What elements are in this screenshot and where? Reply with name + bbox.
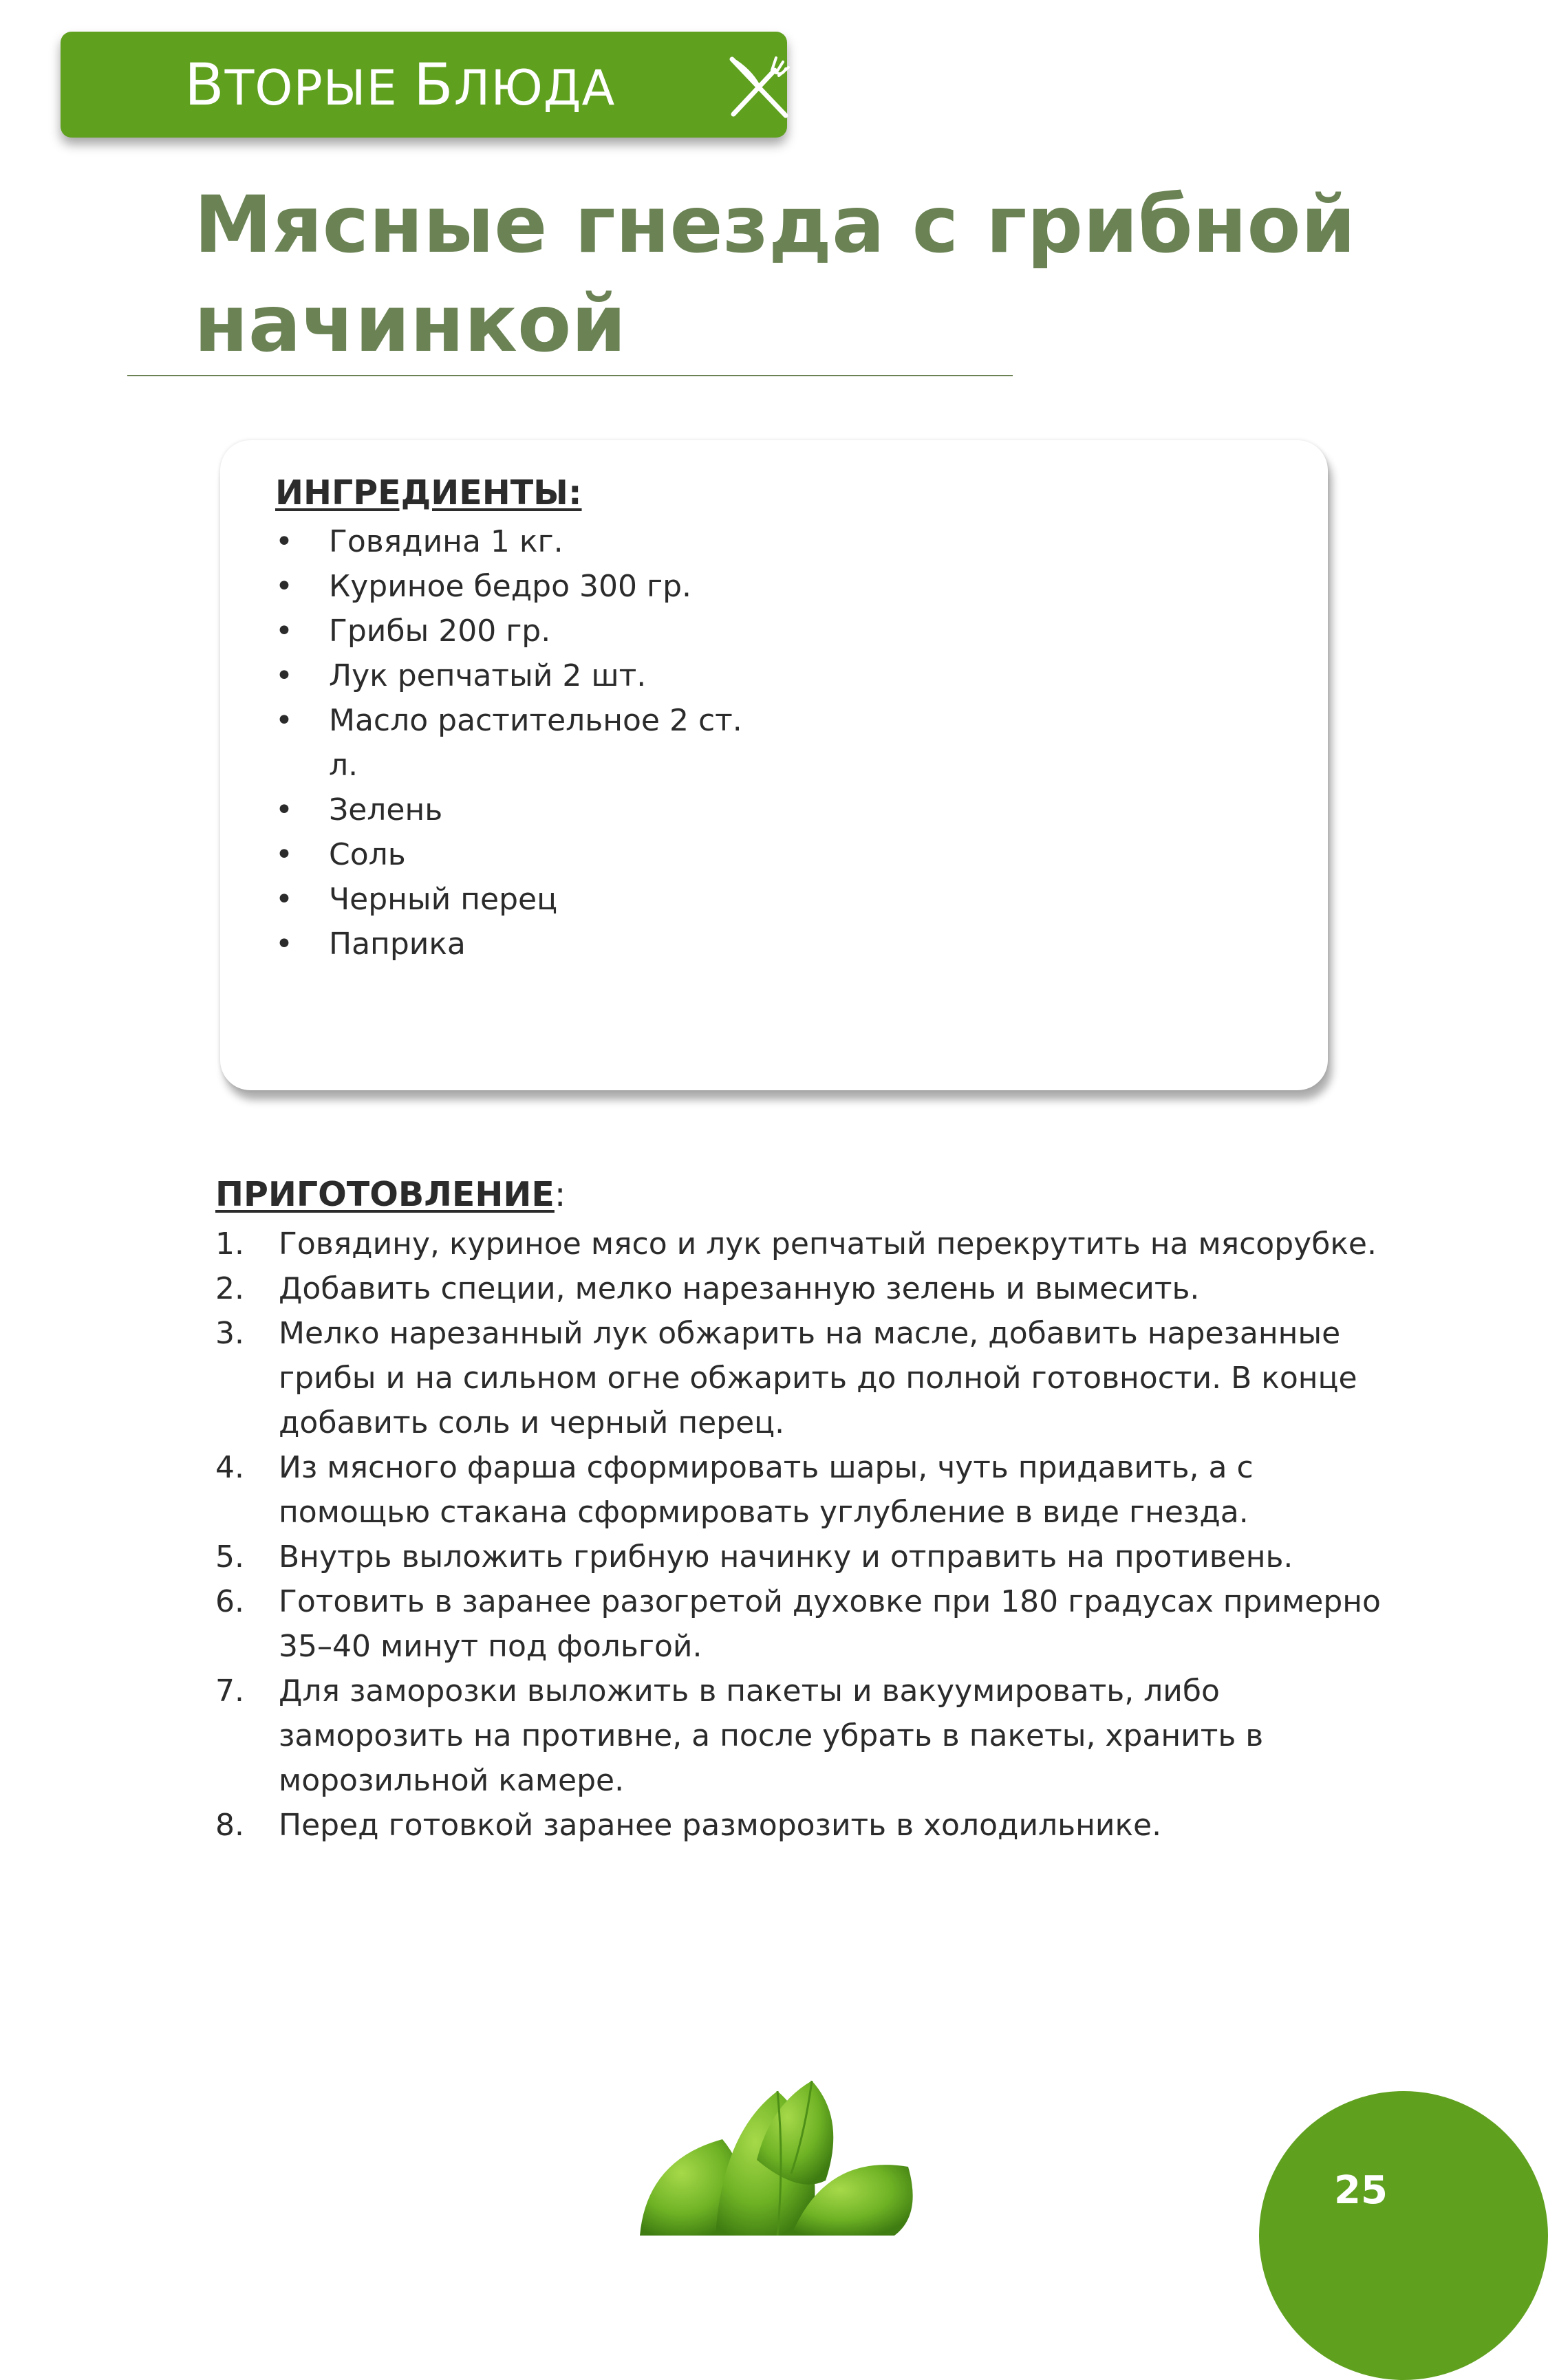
bullet-icon: • (275, 927, 293, 962)
step-item (215, 1311, 1385, 1445)
ingredient-item (275, 564, 757, 609)
step-number: 8. (215, 1808, 244, 1843)
ingredients-heading: ИНГРЕДИЕНТЫ: (275, 473, 582, 512)
ingredient-item (275, 698, 757, 788)
preparation-heading (215, 1175, 566, 1214)
step-text: Перед готовкой заранее разморозить в холодильнике. (279, 1808, 1162, 1843)
step-text: Говядину, куриное мясо и лук репчатый перекрутить на мясорубке. (279, 1226, 1377, 1262)
ingredient-text: Паприка (329, 927, 466, 962)
ingredient-item (275, 832, 757, 877)
step-number: 7. (215, 1674, 244, 1709)
bullet-icon: • (275, 882, 293, 917)
step-item (215, 1222, 1385, 1266)
step-item (215, 1535, 1385, 1579)
ingredient-text: Куриное бедро 300 гр. (329, 569, 692, 604)
ingredient-item (275, 609, 757, 653)
step-item (215, 1669, 1385, 1803)
step-text: Из мясного фарша сформировать шары, чуть придавить, а с помощью стакана сформировать углубление в виде гнезда. (279, 1450, 1254, 1530)
bullet-icon: • (275, 658, 293, 693)
bullet-icon: • (275, 524, 293, 559)
ingredient-item (275, 519, 757, 564)
step-text: Для заморозки выложить в пакеты и вакуумировать, либо заморозить на противне, а после убрать в пакеты, хранить в морозильной камере. (279, 1674, 1264, 1798)
ingredient-text: Соль (329, 837, 406, 872)
ingredients-card (220, 440, 1328, 1090)
bullet-icon: • (275, 792, 293, 827)
bullet-icon: • (275, 703, 293, 738)
step-number: 3. (215, 1316, 244, 1351)
ingredient-text: Грибы 200 гр. (329, 614, 551, 649)
step-text: Добавить специи, мелко нарезанную зелень и вымесить. (279, 1271, 1200, 1306)
title-divider (127, 375, 1013, 376)
step-number: 1. (215, 1226, 244, 1262)
step-item (215, 1579, 1385, 1669)
section-title (184, 51, 615, 118)
ingredient-text: Лук репчатый 2 шт. (329, 658, 647, 693)
ingredient-text: Зелень (329, 792, 443, 827)
ingredient-item (275, 788, 757, 832)
fork-knife-icon (722, 50, 797, 124)
preparation-heading-text: ПРИГОТОВЛЕНИЕ (215, 1175, 555, 1214)
section-title-letter: Б (413, 51, 454, 118)
ingredient-item (275, 877, 757, 922)
step-number: 6. (215, 1584, 244, 1619)
section-banner (61, 32, 787, 138)
ingredient-item (275, 922, 757, 966)
step-text: Мелко нарезанный лук обжарить на масле, добавить нарезанные грибы и на сильном огне обжарить до полной готовности. В конце добавить соль и черный перец. (279, 1316, 1357, 1440)
bullet-icon: • (275, 837, 293, 872)
ingredients-list (275, 519, 757, 966)
ingredient-text: Масло растительное 2 ст. л. (329, 703, 742, 783)
page-number-badge (1259, 2091, 1548, 2380)
step-text: Готовить в заранее разогретой духовке при 180 градусах примерно 35–40 минут под фольгой. (279, 1584, 1381, 1664)
basil-leaves-icon (619, 2077, 963, 2236)
step-text: Внутрь выложить грибную начинку и отправить на противень. (279, 1539, 1293, 1575)
ingredient-text: Черный перец (329, 882, 558, 917)
step-item (215, 1445, 1385, 1535)
step-item (215, 1803, 1385, 1848)
ingredient-item (275, 653, 757, 698)
step-item (215, 1266, 1385, 1311)
page-number: 25 (1334, 2168, 1388, 2213)
step-number: 5. (215, 1539, 244, 1575)
bullet-icon: • (275, 614, 293, 649)
ingredient-text: Говядина 1 кг. (329, 524, 563, 559)
bullet-icon: • (275, 569, 293, 604)
step-number: 4. (215, 1450, 244, 1485)
section-title-part: ТОРЫЕ (224, 60, 413, 116)
preparation-steps (215, 1222, 1385, 1848)
section-title-letter: В (184, 51, 225, 118)
section-title-part: ЛЮДА (453, 60, 616, 116)
recipe-title: Мясные гнезда с грибной начинкой (194, 179, 1356, 369)
preparation-heading-colon: : (554, 1175, 566, 1214)
step-number: 2. (215, 1271, 244, 1306)
